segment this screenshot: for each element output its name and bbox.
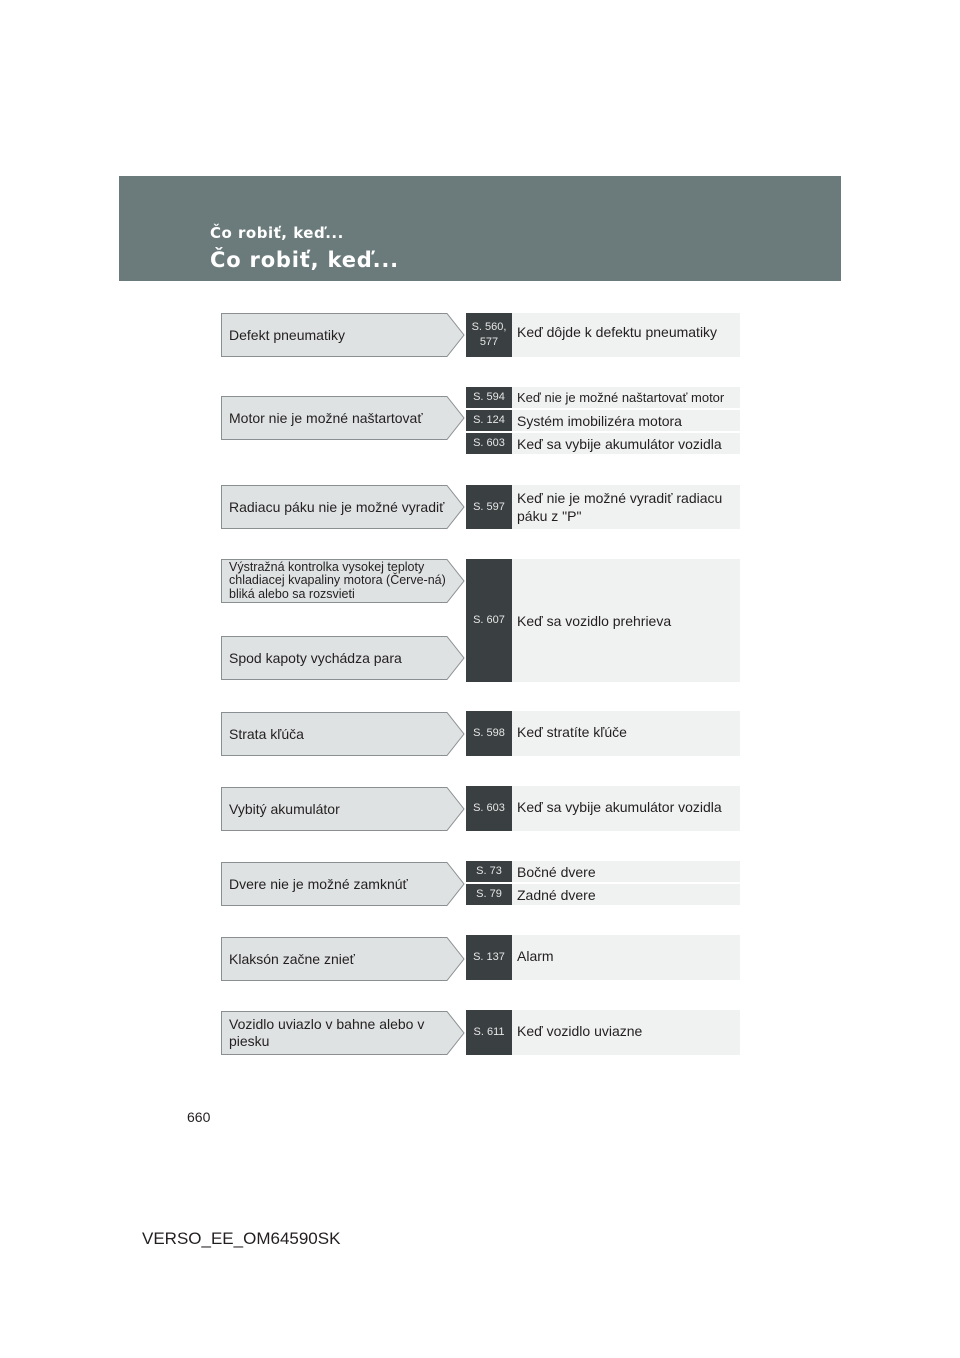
symptom-label: Motor nie je možné naštartovať xyxy=(229,409,423,426)
solution-text: Keď vozidlo uviazne xyxy=(512,1010,740,1055)
section-title: Čo robiť, keď... xyxy=(210,248,399,272)
page-number: 660 xyxy=(187,1109,211,1125)
symptom-flat-tire xyxy=(221,313,457,357)
symptom-stuck-vehicle xyxy=(221,1011,434,1055)
symptom-doors-lock xyxy=(221,862,457,906)
symptom-label: Vozidlo uviazlo v bahne alebo v piesku xyxy=(229,1016,425,1049)
solution-text: Keď sa vybije akumulátor vozidla xyxy=(512,433,740,454)
solution-text: Keď sa vybije akumulátor vozidla xyxy=(512,786,740,831)
page-ref[interactable]: S. 603 xyxy=(466,433,512,454)
symptom-label: Klaksón začne znieť xyxy=(229,950,355,967)
solution-text: Zadné dvere xyxy=(512,884,740,905)
solution-text: Alarm xyxy=(512,935,740,980)
solution-text: Keď dôjde k defektu pneumatiky xyxy=(512,313,740,357)
symptom-shift-lever xyxy=(221,485,457,529)
symptom-label: Vybitý akumulátor xyxy=(229,800,340,817)
page-ref[interactable]: S. 137 xyxy=(466,935,512,980)
solution-text: Keď nie je možné vyradiť radiacu páku z "P" xyxy=(512,485,740,529)
solution-text: Keď nie je možné naštartovať motor xyxy=(512,387,740,408)
symptom-horn xyxy=(221,937,457,981)
page-ref[interactable]: S. 598 xyxy=(466,711,512,756)
symptom-label: Spod kapoty vychádza para xyxy=(229,649,402,666)
section-subtitle: Čo robiť, keď... xyxy=(210,224,344,242)
symptom-label: Dvere nie je možné zamknúť xyxy=(229,875,408,892)
symptom-steam xyxy=(221,636,457,680)
symptom-label: Defekt pneumatiky xyxy=(229,326,345,343)
page-ref[interactable]: S. 611 xyxy=(466,1010,512,1055)
symptom-label: Strata kľúča xyxy=(229,725,304,742)
page-ref[interactable]: S. 73 xyxy=(466,861,512,882)
page-ref[interactable]: S. 597 xyxy=(466,485,512,529)
page-ref[interactable]: S. 124 xyxy=(466,410,512,431)
section-header xyxy=(119,176,841,281)
solution-text: Keď sa vozidlo prehrieva xyxy=(512,559,740,682)
symptom-label: Radiacu páku nie je možné vyradiť xyxy=(229,498,445,515)
page-ref[interactable]: S. 560, 577 xyxy=(466,313,512,357)
page-ref[interactable]: S. 603 xyxy=(466,786,512,831)
symptom-engine-wont-start xyxy=(221,396,457,440)
page-ref[interactable]: S. 594 xyxy=(466,387,512,408)
symptom-dead-battery xyxy=(221,787,457,831)
symptom-label: Výstražná kontrolka vysokej teploty chladiacej kvapaliny motora (Červe-ná) bliká alebo sa rozsvieti xyxy=(229,559,446,601)
solution-text: Systém imobilizéra motora xyxy=(512,410,740,431)
symptom-coolant-warning xyxy=(221,559,457,603)
document-code: VERSO_EE_OM64590SK xyxy=(142,1229,341,1248)
solution-text: Keď stratíte kľúče xyxy=(512,711,740,756)
page-ref[interactable]: S. 79 xyxy=(466,884,512,905)
symptom-lost-key xyxy=(221,712,457,756)
solution-text: Bočné dvere xyxy=(512,861,740,882)
page-ref[interactable]: S. 607 xyxy=(466,559,512,682)
